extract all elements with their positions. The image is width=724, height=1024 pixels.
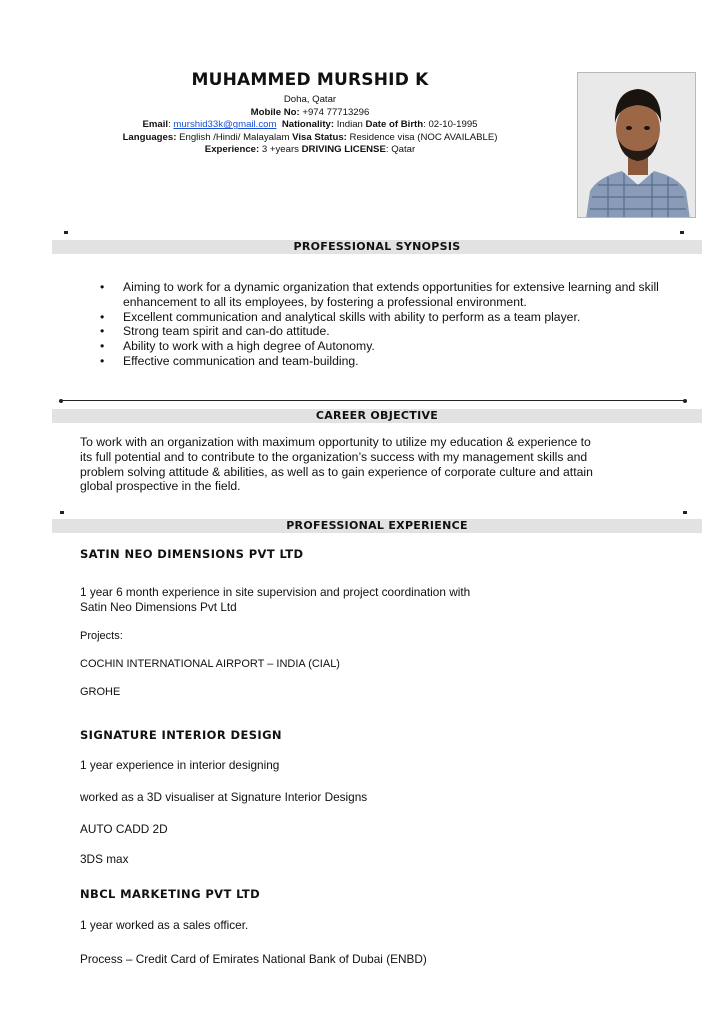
license-value: : Qatar (385, 144, 416, 156)
list-item: • Aiming to work for a dynamic organization that extends opportunities for extensive learning and skill enhancement to all its employees, by fostering a professional environment. (100, 280, 660, 310)
nationality-label: Nationality: (281, 119, 335, 131)
experience-text: 1 year 6 month experience in site supervision and project coordination with (80, 585, 471, 599)
objective-line: global prospective in the field. (80, 479, 241, 494)
visa-label: Visa Status: (292, 131, 347, 143)
experience-text: 1 year worked as a sales officer. (80, 918, 249, 932)
company-name: SIGNATURE INTERIOR DESIGN (80, 728, 282, 742)
dob-label: Date of Birth (365, 119, 424, 131)
list-item: • Effective communication and team-building. (100, 354, 660, 369)
company-name: SATIN NEO DIMENSIONS PVT LTD (80, 547, 304, 561)
objective-line: To work with an organization with maximum opportunity to utilize my education & experience to (80, 435, 591, 449)
company-name: NBCL MARKETING PVT LTD (80, 887, 261, 901)
section-header-experience: PROFESSIONAL EXPERIENCE (52, 519, 702, 533)
skill-item: 3DS max (80, 852, 129, 866)
mobile-number: +974 77713296 (302, 106, 370, 118)
horizontal-rule (60, 400, 686, 401)
experience-text: Satin Neo Dimensions Pvt Ltd (80, 600, 237, 614)
profile-photo (577, 72, 696, 218)
license-label: DRIVING LICENSE (301, 144, 386, 156)
list-item: • Ability to work with a high degree of Autonomy. (100, 339, 660, 354)
projects-label: Projects: (80, 630, 123, 642)
languages-label: Languages: (122, 131, 177, 143)
divider-dot-left (60, 511, 64, 514)
email-line: Email: murshid33k@gmail.com Nationality: Indian Date of Birth: 02-10-1995 (142, 119, 478, 131)
experience-line (60, 144, 560, 157)
divider-dot-right (683, 511, 687, 514)
nationality-value: Indian (336, 119, 363, 131)
email-link[interactable]: murshid33k@gmail.com (173, 119, 277, 131)
languages-line (60, 132, 560, 145)
mobile-line (60, 107, 560, 120)
candidate-name: MUHAMMED MURSHID K (191, 70, 429, 90)
resume-header (60, 70, 560, 157)
experience-text: Process – Credit Card of Emirates National Bank of Dubai (ENBD) (80, 952, 427, 966)
visa-value: Residence visa (NOC AVAILABLE) (349, 131, 498, 143)
experience-text: worked as a 3D visualiser at Signature Interior Designs (80, 790, 368, 804)
list-item: • Strong team spirit and can-do attitude. (100, 324, 660, 339)
objective-line: problem solving attitude & abilities, as well as to gain experience of corporate culture and attain (80, 464, 593, 479)
experience-value: 3 +years (261, 144, 299, 156)
objective-paragraph (80, 435, 680, 494)
synopsis-list (100, 280, 660, 369)
mobile-label: Mobile No: (250, 106, 300, 118)
skill-item: AUTO CADD 2D (80, 822, 168, 836)
dob-value: : 02-10-1995 (423, 119, 478, 131)
languages-value: English /Hindi/ Malayalam (179, 131, 290, 143)
divider-dot-left (64, 231, 68, 234)
experience-text: 1 year experience in interior designing (80, 758, 280, 772)
project-item: GROHE (80, 686, 121, 698)
objective-line: its full potential and to contribute to the organization’s success with my management skills and (80, 449, 588, 464)
project-item: COCHIN INTERNATIONAL AIRPORT – INDIA (CIAL) (80, 658, 340, 670)
rule-end-right (683, 399, 687, 403)
divider-dot-right (680, 231, 684, 234)
section-header-objective: CAREER OBJECTIVE (52, 409, 702, 423)
email-label: Email (142, 119, 169, 131)
location: Doha, Qatar (283, 94, 337, 105)
person-photo-icon (578, 73, 696, 218)
section-header-synopsis: PROFESSIONAL SYNOPSIS (52, 240, 702, 254)
list-item: • Excellent communication and analytical skills with ability to perform as a team player. (100, 310, 660, 325)
experience-label: Experience: (204, 144, 260, 156)
